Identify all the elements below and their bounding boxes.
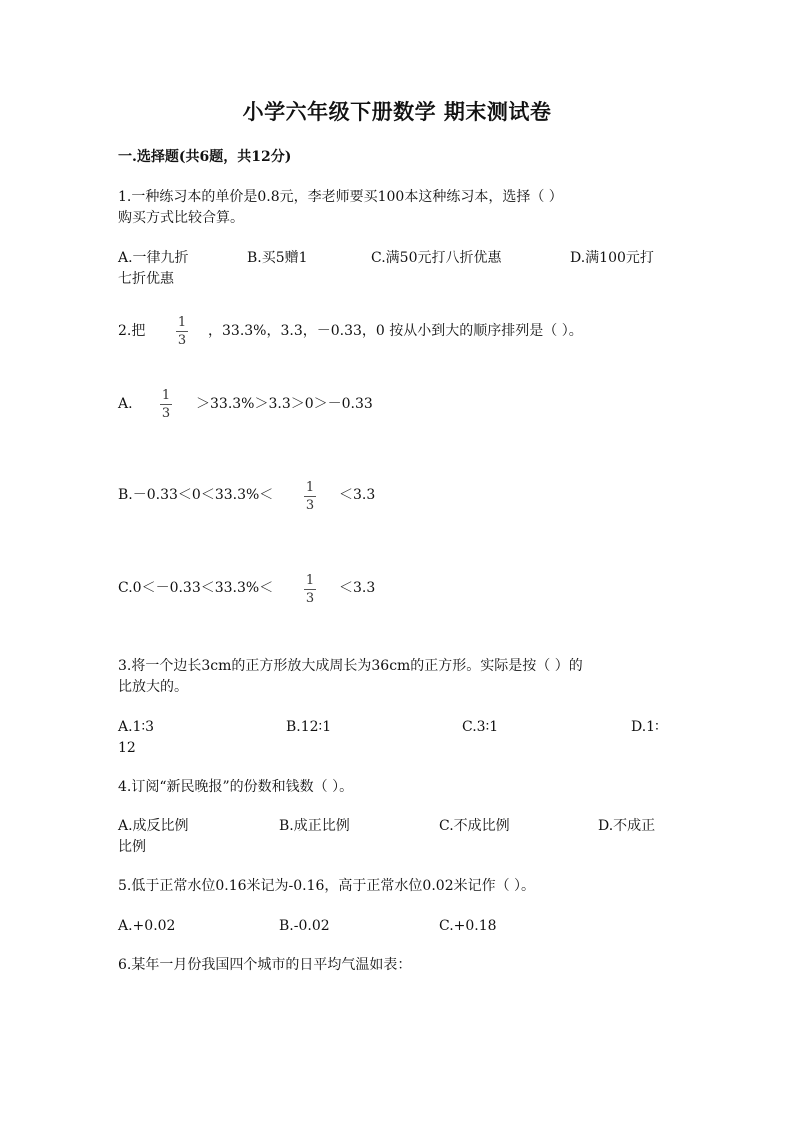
question-5-line-1: 5.低于正常水位0.16米记为-0.16，高于正常水位0.02米记作（ ）。 (118, 878, 536, 894)
fraction-denominator: 3 (305, 498, 315, 513)
question-2-prefix: 2.把 (118, 323, 146, 339)
fraction-denominator: 3 (305, 591, 315, 606)
question-3-option-b: B.12∶1 (286, 719, 332, 735)
question-1-option-d: D.满100元打 (570, 250, 654, 266)
question-2-option-b: B.－0.33＜0＜33.3%＜ (118, 487, 274, 503)
question-1-option-d-cont: 七折优惠 (118, 271, 174, 287)
fraction-bar (176, 331, 188, 332)
fraction-one-third (304, 573, 316, 606)
fraction-numerator: 1 (177, 315, 187, 330)
question-4-line-1: 4.订阅“新民晚报”的份数和钱数（ ）。 (118, 779, 354, 795)
fraction-denominator: 3 (177, 333, 187, 348)
section-heading: 一.选择题(共6题，共12分) (118, 149, 292, 165)
question-2-option-b-tail: ＜3.3 (339, 487, 376, 503)
fraction-denominator: 3 (161, 406, 171, 421)
fraction-bar (304, 496, 316, 497)
fraction-numerator: 1 (305, 573, 315, 588)
fraction-one-third (160, 388, 172, 421)
question-2-option-c-tail: ＜3.3 (339, 580, 376, 596)
fraction-one-third (176, 315, 188, 348)
question-4-option-a: A.成反比例 (118, 818, 189, 834)
question-1-option-c: C.满50元打八折优惠 (371, 250, 502, 266)
question-1-line-1: 1.一种练习本的单价是0.8元，李老师要买100本这种练习本，选择（ ） (118, 189, 563, 205)
question-5-option-a: A.+0.02 (118, 918, 176, 934)
question-2-option-c: C.0＜－0.33＜33.3%＜ (118, 580, 274, 596)
question-3-option-a: A.1∶3 (118, 719, 155, 735)
question-2-text: ，33.3%，3.3，－0.33，0 按从小到大的顺序排列是（ ）。 (208, 323, 583, 339)
fraction-one-third (304, 480, 316, 513)
question-1-option-b: B.买5赠1 (247, 250, 308, 266)
question-6-line-1: 6.某年一月份我国四个城市的日平均气温如表： (118, 957, 412, 973)
question-3-option-c: C.3∶1 (462, 719, 499, 735)
question-3-line-2: 比放大的。 (118, 679, 188, 695)
question-4-option-b: B.成正比例 (279, 818, 350, 834)
fraction-numerator: 1 (161, 388, 171, 403)
question-3-option-d: D.1∶ (631, 719, 659, 735)
fraction-bar (160, 404, 172, 405)
question-3-line-1: 3.将一个边长3cm的正方形放大成周长为36cm的正方形。实际是按（ ）的 (118, 658, 583, 674)
question-1-line-2: 购买方式比较合算。 (118, 210, 244, 226)
question-2-option-a-label: A. (118, 396, 133, 412)
question-3-option-d-cont: 12 (118, 740, 136, 756)
question-5-option-b: B.-0.02 (279, 918, 330, 934)
question-4-option-d-cont: 比例 (118, 839, 146, 855)
fraction-numerator: 1 (305, 480, 315, 495)
question-2-option-a: ＞33.3%＞3.3＞0＞－0.33 (196, 396, 373, 412)
question-4-option-d: D.不成正 (598, 818, 656, 834)
page-title: 小学六年级下册数学 期末测试卷 (242, 99, 552, 124)
question-4-option-c: C.不成比例 (439, 818, 510, 834)
question-5-option-c: C.+0.18 (439, 918, 497, 934)
fraction-bar (304, 589, 316, 590)
question-1-option-a: A.一律九折 (118, 250, 189, 266)
